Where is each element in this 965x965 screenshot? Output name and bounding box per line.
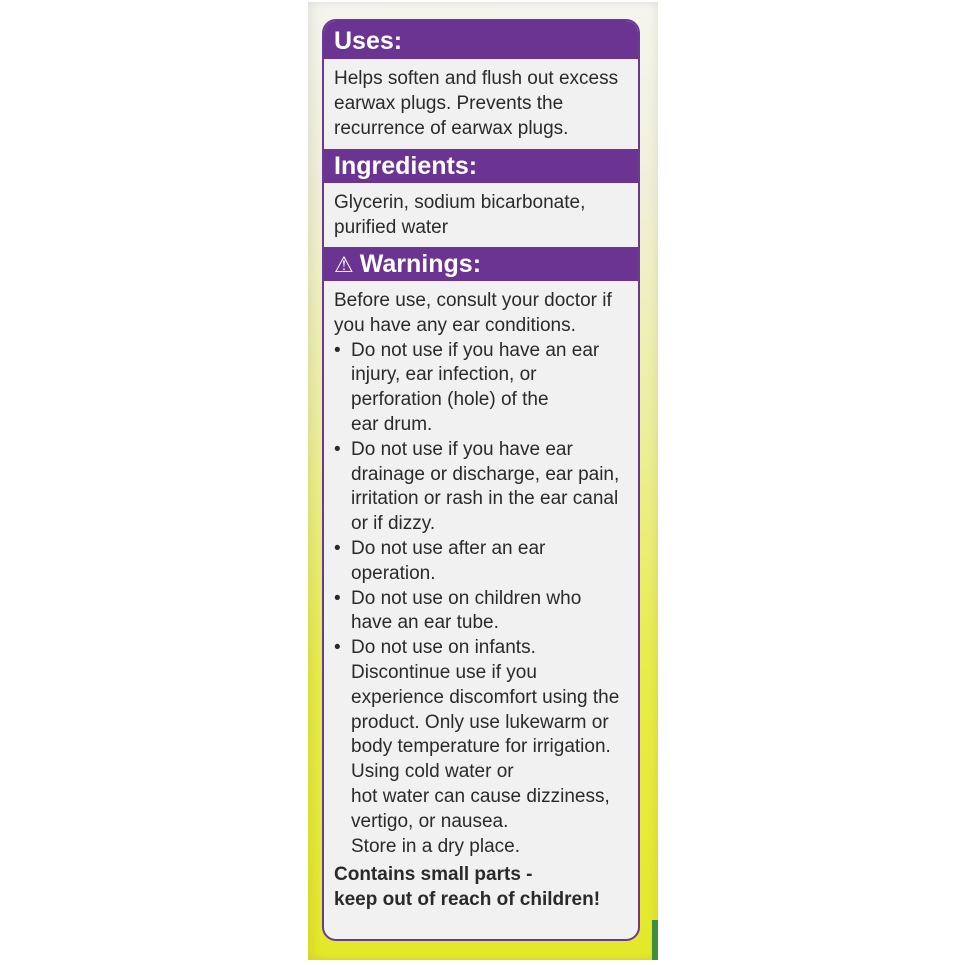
text-line: Glycerin, sodium bicarbonate, [334,192,586,213]
text-line: • Do not use if you have ear [351,438,573,460]
list-item [334,339,634,438]
text-line: Using cold water or [351,761,514,783]
list-item [334,438,634,537]
text-line: vertigo, or nausea. [351,810,509,832]
text-line: Contains small parts - [334,864,533,886]
uses-text [334,67,634,141]
package-side-panel [308,2,658,960]
warnings-text [334,289,634,913]
list-item [334,587,634,637]
text-line: have an ear tube. [351,612,499,634]
text-line: injury, ear infection, or [351,364,537,386]
text-line: Helps soften and flush out excess [334,68,619,89]
text-line: experience discomfort using the [351,686,620,708]
list-item [334,537,634,587]
text-line: product. Only use lukewarm or [351,711,609,733]
text-line: Discontinue use if you [351,661,537,683]
package-accent-strip [652,920,658,960]
text-line: hot water can cause dizziness, [351,785,610,807]
ingredients-header [324,149,638,183]
text-line: Before use, consult your doctor if [334,290,612,311]
text-line: body temperature for irrigation. [351,736,611,758]
text-line: earwax plugs. Prevents the [334,92,564,114]
warnings-header [324,247,638,281]
warnings-followup [334,661,634,859]
text-line: perforation (hole) of the [351,389,549,411]
text-line: irritation or rash in the ear canal [351,488,619,510]
text-line: Store in a dry place. [351,835,520,857]
info-panel [322,19,640,941]
warnings-title: Warnings: [359,250,482,278]
text-line: • Do not use if you have an ear [351,339,600,361]
text-line: ear drum. [351,413,433,435]
text-line: recurrence of earwax plugs. [334,117,569,139]
text-line: drainage or discharge, ear pain, [351,463,620,485]
text-line: keep out of reach of children! [334,889,601,911]
ingredients-title: Ingredients: [334,152,478,180]
text-line: • Do not use on infants. [351,637,536,659]
text-line: or if dizzy. [351,513,436,535]
uses-title: Uses: [334,27,403,55]
text-line: • Do not use on children who [351,587,582,609]
warnings-list [334,339,634,661]
text-line: • Do not use after an ear [351,537,546,559]
ingredients-text [334,191,634,241]
child-safety-note [334,863,634,913]
uses-header [324,21,638,59]
list-item [334,636,634,661]
text-line: you have any ear conditions. [334,314,576,336]
text-line: operation. [351,562,436,584]
warning-triangle-icon: ⚠ [334,252,354,277]
text-line: purified water [334,216,449,238]
